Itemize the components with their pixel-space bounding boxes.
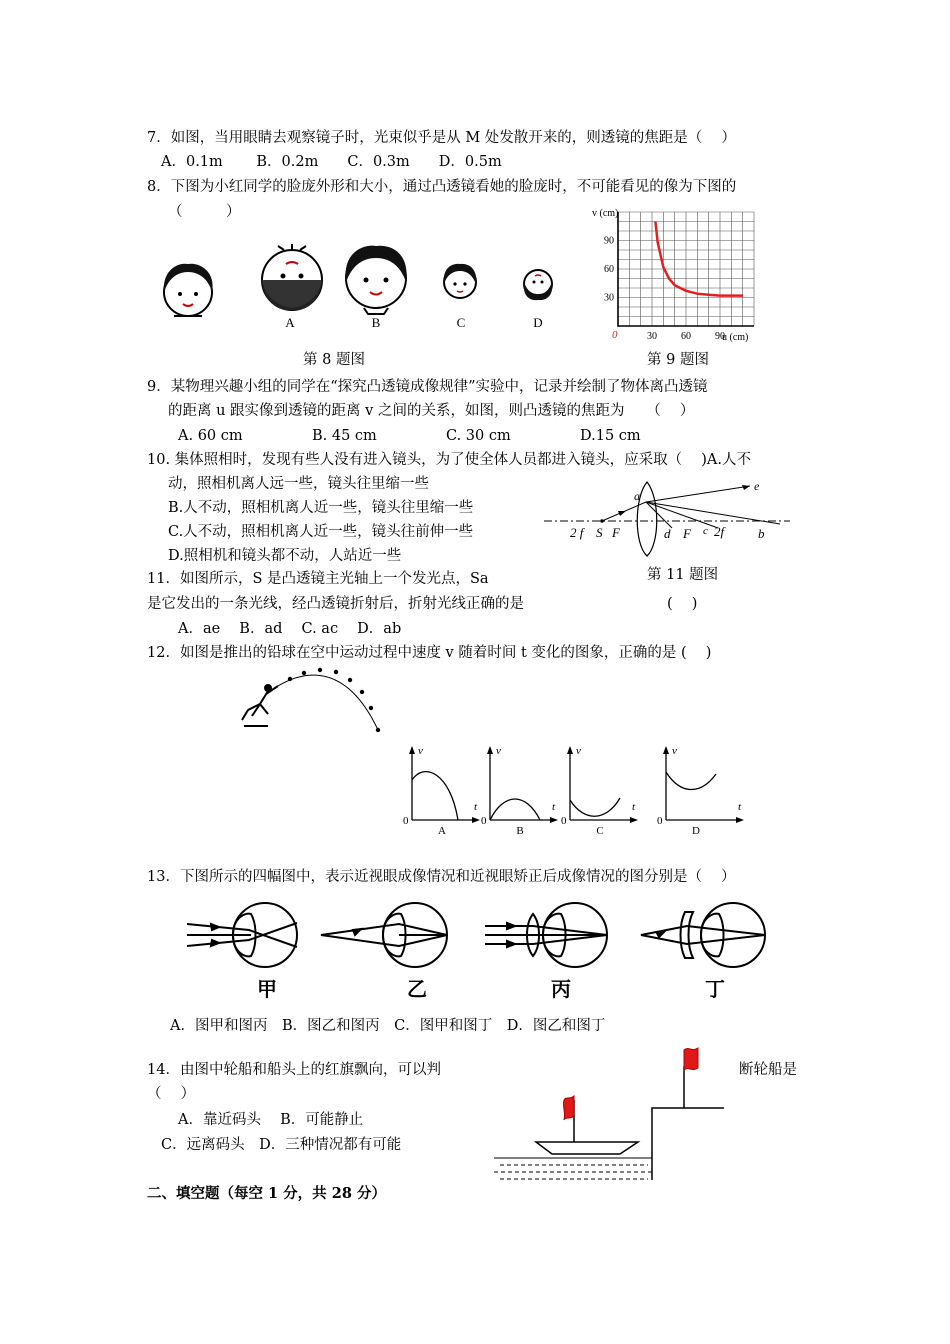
ship-flag xyxy=(563,1096,574,1120)
vt-graph-d xyxy=(657,745,744,837)
vt-graph-label: 0 xyxy=(561,815,567,827)
q9-option-a: A. 60 cm xyxy=(178,428,243,444)
q9-line2: 的距离 u 跟实像到透镜的距离 v 之间的关系，如图，则凸透镜的焦距为 （ ） xyxy=(168,403,695,419)
eye-bing xyxy=(485,903,607,967)
label-2f-left: 2 f xyxy=(570,525,584,540)
q9-chart xyxy=(588,204,768,346)
q9-y-tick-label: 90 xyxy=(604,235,614,247)
q9-option-c: C. 30 cm xyxy=(446,428,511,444)
eye-label-ding: 丁 xyxy=(705,979,725,1001)
vt-graph-b xyxy=(481,745,558,837)
vt-graph-label: t xyxy=(474,801,478,813)
dock-flag xyxy=(684,1048,698,1070)
q13-eyes-figure xyxy=(185,900,785,1005)
vt-graph-label: D xyxy=(692,825,700,837)
trajectory xyxy=(278,675,378,730)
q10-option-c: C.人不动，照相机离人近一些，镜头往前伸一些 xyxy=(168,524,474,540)
label-a: a xyxy=(634,489,640,503)
vt-graph-label: v xyxy=(418,745,423,757)
q9-x-tick-label: 60 xyxy=(681,331,691,342)
vt-graph-label: t xyxy=(552,801,556,813)
vt-graph-label: C xyxy=(596,825,604,837)
q14-options-ab: A．靠近码头 B．可能静止 xyxy=(178,1112,364,1128)
q9-x-tick-label: 30 xyxy=(647,331,657,342)
face-label-D: D xyxy=(533,315,543,330)
q14-ship-dock-figure xyxy=(492,1044,732,1184)
q11-line1: 11．如图所示，S 是凸透镜主光轴上一个发光点，Sa xyxy=(147,571,489,587)
q11-lens-diagram xyxy=(540,478,800,558)
vt-graph-label: v xyxy=(576,745,581,757)
q9-xlabel: u (cm) xyxy=(722,332,749,343)
q14-options-cd: C．远离码头 D．三种情况都有可能 xyxy=(161,1137,402,1153)
face-A xyxy=(262,244,322,310)
athlete-icon xyxy=(242,685,278,726)
vt-graph-label: 0 xyxy=(481,815,487,827)
q8-caption: 第 8 题图 xyxy=(303,352,365,368)
ray-ab xyxy=(646,502,780,524)
eye-label-jia: 甲 xyxy=(257,979,277,1001)
label-2f-right: 2f xyxy=(714,524,725,539)
q9-origin: 0 xyxy=(612,329,618,341)
q11-options: A．ae B．ad C. ac D．ab xyxy=(178,621,402,637)
q8-faces-figure xyxy=(150,230,570,340)
vt-graph-label: t xyxy=(738,801,742,813)
eye-jia xyxy=(187,903,297,967)
vt-graph-label: 0 xyxy=(657,815,663,827)
label-d: d xyxy=(664,526,671,541)
vt-graph-label: 0 xyxy=(403,815,409,827)
label-S: S xyxy=(596,525,603,540)
q9-grid xyxy=(618,212,754,326)
q14-paren: （ ） xyxy=(147,1086,196,1102)
q12-vt-graphs xyxy=(400,744,760,840)
vt-graph-a xyxy=(403,745,480,837)
q14-line1b: 断轮船是 xyxy=(739,1062,797,1078)
dock xyxy=(652,1108,724,1180)
convex-lens xyxy=(637,482,657,556)
eye-label-bing: 丙 xyxy=(551,979,571,1001)
vt-graph-label: t xyxy=(632,801,636,813)
vt-graph-label: B xyxy=(516,825,524,837)
q10-line2: 动，照相机离人远一些，镜头往里缩一些 xyxy=(168,476,429,492)
q7-options: A．0.1m B．0.2m C．0.3m D．0.5m xyxy=(161,154,502,170)
vt-graph-c xyxy=(561,745,638,837)
q13-text: 13．下图所示的四幅图中，表示近视眼成像情况和近视眼矫正后成像情况的图分别是（ ） xyxy=(147,869,736,885)
q7-text: 7．如图，当用眼睛去观察镜子时，光束似乎是从 M 处发散开来的，则透镜的焦距是（ ） xyxy=(147,130,736,146)
q12-text: 12．如图是推出的铅球在空中运动过程中速度 v 随着时间 t 变化的图象，正确的是 ( ) xyxy=(147,645,712,661)
water xyxy=(494,1158,652,1179)
label-c: c xyxy=(703,525,708,537)
ray-ae xyxy=(646,486,750,502)
q8-text: 8．下图为小红同学的脸庞外形和大小，通过凸透镜看她的脸庞时，不可能看见的像为下图的 xyxy=(147,179,737,195)
q9-option-b: B. 45 cm xyxy=(312,428,377,444)
q9-y-tick-label: 60 xyxy=(604,264,614,275)
q8-paren: （ ） xyxy=(168,204,241,220)
ship xyxy=(536,1142,638,1154)
section2-heading: 二、填空题（每空 1 分，共 28 分） xyxy=(147,1185,386,1202)
face-C xyxy=(444,264,476,298)
q10-line1: 10. 集体照相时，发现有些人没有进入镜头，为了使全体人员都进入镜头，应采取（ )A.人不 xyxy=(147,452,752,468)
face-original xyxy=(164,264,213,316)
vt-graph-label: v xyxy=(496,745,501,757)
q11-paren: ( ) xyxy=(667,596,698,612)
q14-line1: 14．由图中轮船和船头上的红旗飘向，可以判 xyxy=(147,1062,441,1078)
face-label-A: A xyxy=(285,315,295,330)
label-F-right: F xyxy=(683,526,691,541)
q9-caption: 第 9 题图 xyxy=(647,352,709,368)
label-e: e xyxy=(754,479,760,493)
q12-shotput-figure xyxy=(238,664,388,739)
q9-series-line xyxy=(655,222,742,296)
q9-line1: 9．某物理兴趣小组的同学在“探究凸透镜成像规律”实验中，记录并绘制了物体离凸透镜 xyxy=(147,379,708,395)
q9-x-tick-label: 90 xyxy=(715,331,725,342)
face-D xyxy=(524,270,553,300)
face-label-C: C xyxy=(456,315,466,330)
face-label-B: B xyxy=(371,315,381,330)
vt-graph-label: A xyxy=(438,825,446,837)
q9-y-tick-label: 30 xyxy=(604,292,614,304)
q10-option-b: B.人不动，照相机离人近一些，镜头往里缩一些 xyxy=(168,500,474,516)
trajectory-dots xyxy=(288,668,380,732)
q13-options: A．图甲和图丙 B．图乙和图丙 C．图甲和图丁 D．图乙和图丁 xyxy=(170,1018,606,1034)
vt-graph-label: v xyxy=(672,745,677,757)
q9-option-d: D.15 cm xyxy=(580,428,641,444)
eye-yi xyxy=(321,903,447,967)
eye-label-yi: 乙 xyxy=(407,979,427,1001)
q11-caption: 第 11 题图 xyxy=(647,567,719,583)
label-F-left: F xyxy=(612,525,620,540)
q11-line2: 是它发出的一条光线，经凸透镜折射后，折射光线正确的是 xyxy=(147,596,524,612)
label-b: b xyxy=(758,526,765,541)
face-B xyxy=(346,246,407,314)
eye-ding xyxy=(641,903,765,967)
q9-ylabel: v (cm) xyxy=(592,208,619,219)
q10-option-d: D.照相机和镜头都不动，人站近一些 xyxy=(168,548,402,564)
